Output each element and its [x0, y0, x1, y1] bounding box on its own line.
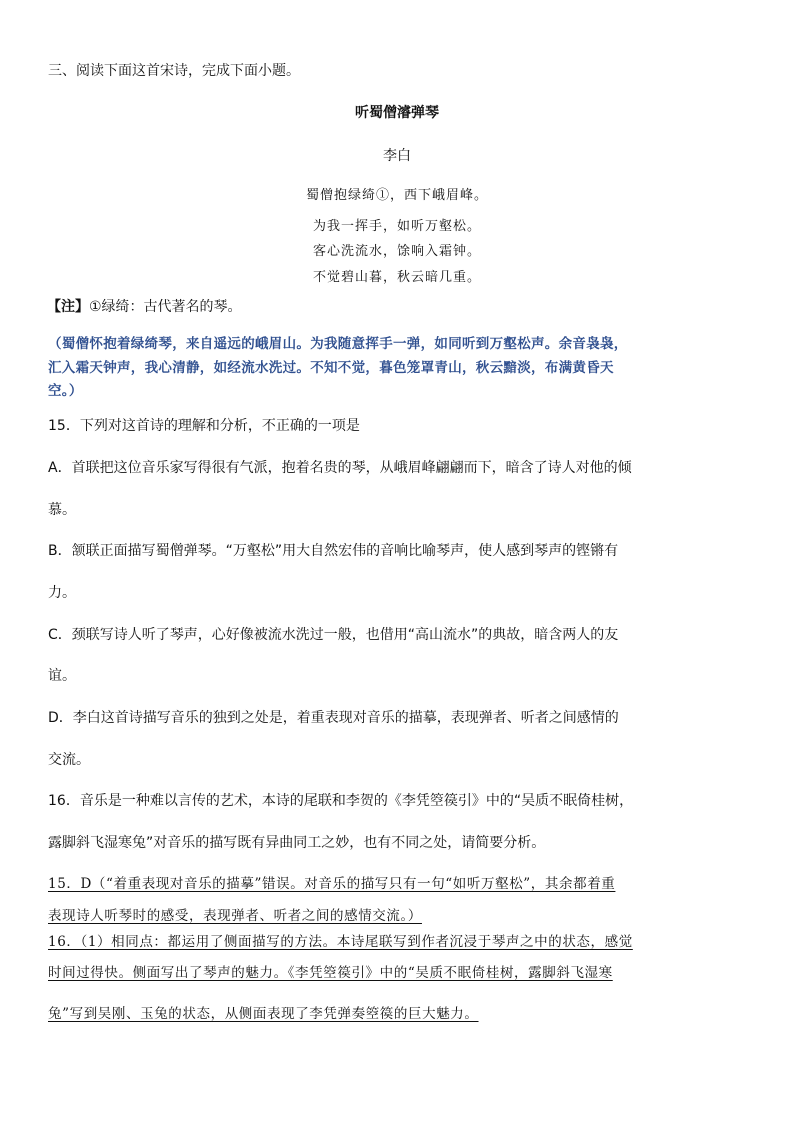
poem-title: 听蜀僧濬弹琴 — [355, 105, 439, 121]
poem-line: 客心洗流水，馀响入霜钟。 — [312, 244, 481, 259]
translation-line: 空。） — [48, 383, 83, 399]
translation-line: 汇入霜天钟声，我心清静，如经流水洗过。不知不觉，暮色笼罩青山，秋云黯淡，布满黄昏天 — [48, 360, 614, 376]
poem-author: 李白 — [383, 148, 411, 164]
option-b: B．颔联正面描写蜀僧弹琴。“万壑松”用大自然宏伟的音响比喻琴声，使人感到琴声的铿锵有 — [48, 543, 619, 559]
answer-16-line: 时间过得快。侧面写出了琴声的魅力。《李凭箜篌引》中的“吴质不眠倚桂树，露脚斜飞湿寒 — [48, 965, 613, 981]
question-15-stem: 15．下列对这首诗的理解和分析，不正确的一项是 — [48, 418, 360, 434]
option-d-cont: 交流。 — [48, 752, 90, 768]
question-16-stem: 16．音乐是一种难以言传的艺术，本诗的尾联和李贺的《李凭箜篌引》中的“吴质不眠倚桂树， — [48, 793, 634, 809]
note-bracket: 【注】 — [47, 299, 89, 315]
answer-15-line: 15．D（“着重表现对音乐的描摹”错误。对音乐的描写只有一句“如听万壑松”，其余都着重 — [48, 876, 616, 892]
poem-note — [47, 297, 747, 317]
option-a-cont: 慕。 — [48, 502, 76, 518]
option-d: D．李白这首诗描写音乐的独到之处是，着重表现对音乐的描摹，表现弹者、听者之间感情的 — [48, 710, 619, 726]
note-text: ①绿绮：古代著名的琴。 — [89, 299, 242, 315]
answer-16-line: 兔”写到吴刚、玉兔的状态，从侧面表现了李凭弹奏箜篌的巨大魅力。 — [48, 1006, 479, 1022]
poem-line: 为我一挥手，如听万壑松。 — [312, 219, 481, 234]
option-c: C．颈联写诗人听了琴声，心好像被流水洗过一般，也借用“高山流水”的典故，暗含两人的友 — [48, 627, 619, 643]
section-heading: 三、阅读下面这首宋诗，完成下面小题。 — [48, 63, 300, 79]
question-16-stem-cont: 露脚斜飞湿寒兔”对音乐的描写既有异曲同工之妙，也有不同之处，请简要分析。 — [48, 835, 546, 851]
poem-line: 不觉碧山暮，秋云暗几重。 — [312, 270, 481, 285]
option-c-cont: 谊。 — [48, 668, 76, 684]
option-a: A．首联把这位音乐家写得很有气派，抱着名贵的琴，从峨眉峰翩翩而下，暗含了诗人对他的倾 — [48, 460, 632, 476]
answer-15-line: 表现诗人听琴时的感受，表现弹者、听者之间的感情交流。） — [48, 908, 422, 924]
translation-line: （蜀僧怀抱着绿绮琴，来自遥远的峨眉山。为我随意挥手一弹，如同听到万壑松声。余音袅袅， — [48, 336, 628, 352]
option-b-cont: 力。 — [48, 585, 76, 601]
answer-16-line: 16．（1）相同点：都运用了侧面描写的方法。本诗尾联写到作者沉浸于琴声之中的状态，感觉 — [48, 934, 633, 950]
poem-line: 蜀僧抱绿绮①，西下峨眉峰。 — [305, 188, 488, 203]
